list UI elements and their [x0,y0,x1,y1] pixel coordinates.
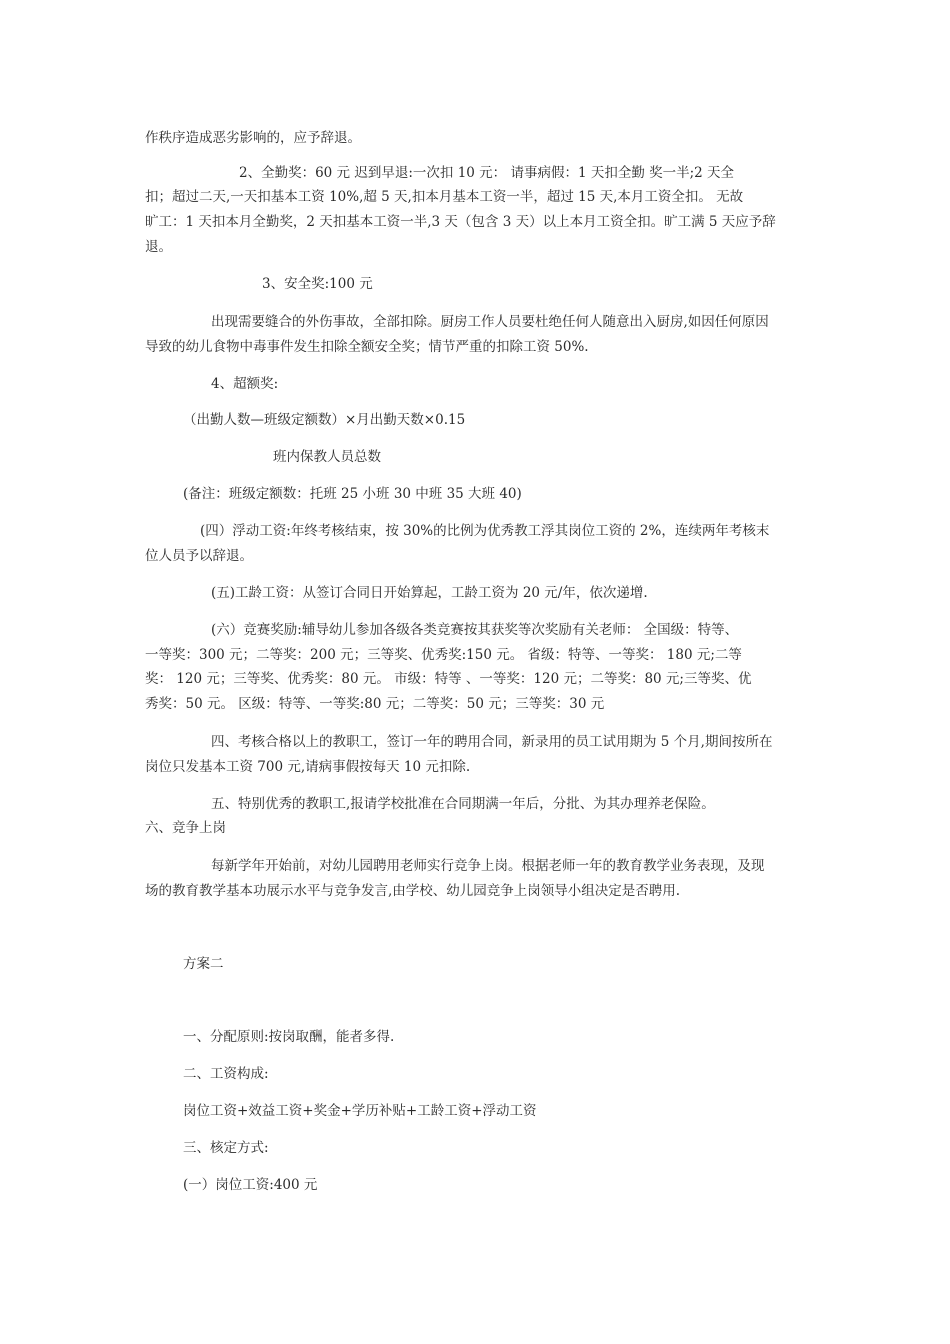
text-line: 岗位只发基本工资 700 元,请病事假按每天 10 元扣除. [145,759,471,775]
text-line: 出现需要缝合的外伤事故，全部扣除。厨房工作人员要杜绝任何人随意出入厨房,如因任何原因 [211,314,769,330]
text-line: 班内保教人员总数 [273,449,381,465]
text-line: 一等奖：300 元；二等奖：200 元；三等奖、优秀奖:150 元。 省级：特等、一等奖： 180 元;二等 [145,647,742,663]
text-line: 导致的幼儿食物中毒事件发生扣除全额安全奖；情节严重的扣除工资 50%. [145,339,589,355]
text-line: 场的教育教学基本功展示水平与竞争发言,由学校、幼儿园竞争上岗领导小组决定是否聘用. [145,883,681,899]
text-line: 六、竞争上岗 [145,820,226,836]
text-line: 作秩序造成恶劣影响的，应予辞退。 [145,130,361,146]
text-line: (六）竞赛奖励:辅导幼儿参加各级各类竞赛按其获奖等次奖励有关老师： 全国级：特等、 [211,622,739,638]
text-line: 4、超额奖: [211,376,279,392]
text-line: 二、工资构成: [183,1066,269,1082]
text-line: 旷工：1 天扣本月全勤奖，2 天扣基本工资一半,3 天（包含 3 天）以上本月工资全扣。旷工满 5 天应予辞 [145,214,776,230]
section-heading: 方案二 [183,956,224,972]
text-line: 三、核定方式: [183,1140,269,1156]
text-line: 奖： 120 元；三等奖、优秀奖：80 元。 市级：特等 、一等奖：120 元；二等奖：80 元;三等奖、优 [145,671,752,687]
text-line: （出勤人数—班级定额数）×月出勤天数×0.15 [183,412,466,428]
text-line: 秀奖：50 元。 区级：特等、一等奖:80 元；二等奖：50 元；三等奖：30 元 [145,696,605,712]
text-line: 四、考核合格以上的教职工，签订一年的聘用合同，新录用的员工试用期为 5 个月,期间按所在 [211,734,773,750]
text-line: 每新学年开始前，对幼儿园聘用老师实行竞争上岗。根据老师一年的教育教学业务表现，及现 [211,858,765,874]
text-line: (四）浮动工资:年终考核结束，按 30%的比例为优秀教工浮其岗位工资的 2%，连续两年考核末 [200,523,770,539]
text-line: 一、分配原则:按岗取酬，能者多得. [183,1029,395,1045]
text-line: 2、全勤奖：60 元 迟到早退:一次扣 10 元： 请事病假：1 天扣全勤 奖一半;2 天全 [239,165,735,181]
text-line: 退。 [145,239,172,255]
text-line: 扣；超过二天,一天扣基本工资 10%,超 5 天,扣本月基本工资一半，超过 15 天,本月工资全扣。 无故 [145,189,744,205]
text-line: (五)工龄工资：从签订合同日开始算起，工龄工资为 20 元/年，依次递增. [211,585,648,601]
text-line: 位人员予以辞退。 [145,548,253,564]
text-line: 岗位工资+效益工资+奖金+学历补贴+工龄工资+浮动工资 [183,1103,537,1119]
text-line: 3、安全奖:100 元 [262,276,373,292]
text-line: (一）岗位工资:400 元 [183,1177,318,1193]
text-line: (备注：班级定额数：托班 25 小班 30 中班 35 大班 40) [183,486,522,502]
text-line: 五、特别优秀的教职工,报请学校批准在合同期满一年后，分批、为其办理养老保险。 [211,796,715,812]
